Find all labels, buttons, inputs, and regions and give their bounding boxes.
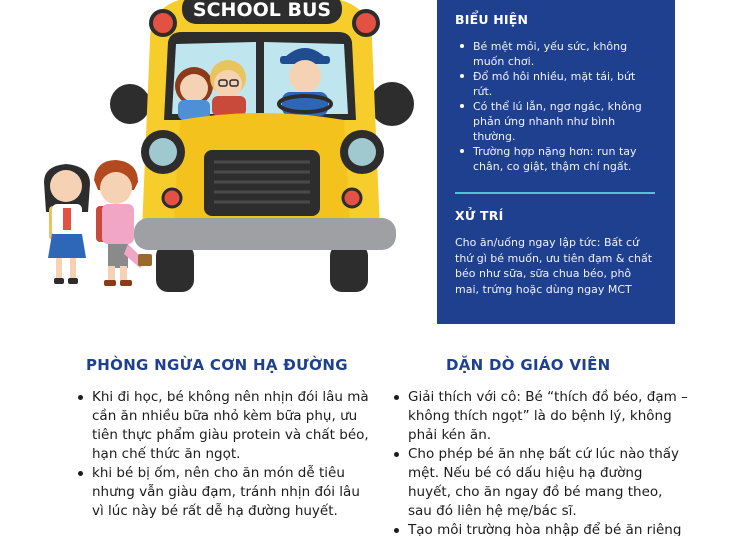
passenger-boy-glasses: [210, 60, 246, 116]
child-girl: [44, 164, 90, 284]
bus-sign-text: SCHOOL BUS: [192, 0, 332, 21]
list-item: Đổ mồ hôi nhiều, mặt tái, bứt rứt.: [473, 69, 657, 99]
passenger-girl: [175, 67, 213, 120]
mirror-left: [110, 84, 150, 124]
teacher-notes-list: [388, 388, 688, 536]
symptoms-heading: BIỂU HIỆN: [455, 12, 529, 27]
school-bus-illustration: [0, 0, 430, 300]
list-item: Có thể lú lẫn, ngơ ngác, không phản ứng nhanh như bình thường.: [473, 99, 657, 144]
info-panel: [437, 0, 675, 324]
list-item: Tạo môi trường hòa nhập để bé ăn riêng: [408, 521, 688, 536]
prevention-section: [72, 356, 372, 521]
list-item: khi bé bị ốm, nên cho ăn món dễ tiêu nhưng vẫn giàu đạm, tránh nhịn đói lâu vì lúc này bé rất dễ hạ đường huyết.: [92, 464, 372, 521]
treatment-text: Cho ăn/uống ngay lập tức: Bất cứ thứ gì bé muốn, ưu tiên đạm & chất béo như sữa, sữa chua béo, phô mai, trứng hoặc dùng ngay MCT: [455, 236, 653, 296]
list-item: Bé mệt mỏi, yếu sức, không muốn chơi.: [473, 39, 657, 69]
prevention-list: [72, 388, 372, 521]
symptoms-list: [455, 39, 657, 174]
list-item: Trường hợp nặng hơn: run tay chân, co giật, thậm chí ngất.: [473, 144, 657, 174]
treatment-heading: XỬ TRÍ: [455, 208, 504, 223]
teacher-notes-heading: DẶN DÒ GIÁO VIÊN: [446, 356, 611, 374]
panel-divider: [455, 192, 655, 194]
list-item: Giải thích với cô: Bé “thích đồ béo, đạm – không thích ngọt” là do bệnh lý, không phải kén ăn.: [408, 389, 688, 443]
bus-bumper: [134, 218, 396, 250]
list-item: Khi đi học, bé không nên nhịn đói lâu mà cần ăn nhiều bữa nhỏ kèm bữa phụ, ưu tiên thực phẩm giàu protein và chất béo, hạn chế thức ăn ngọt.: [92, 388, 372, 464]
bus-wheels: [156, 244, 368, 292]
list-item: Cho phép bé ăn nhẹ bất cứ lúc nào thấy mệt. Nếu bé có dấu hiệu hạ đường huyết, cho ăn ngay đồ bé mang theo, sau đó liên hệ mẹ/bác sĩ.: [408, 445, 688, 521]
teacher-notes-section: [388, 356, 688, 536]
prevention-heading: PHÒNG NGỪA CƠN HẠ ĐƯỜNG: [86, 356, 348, 374]
